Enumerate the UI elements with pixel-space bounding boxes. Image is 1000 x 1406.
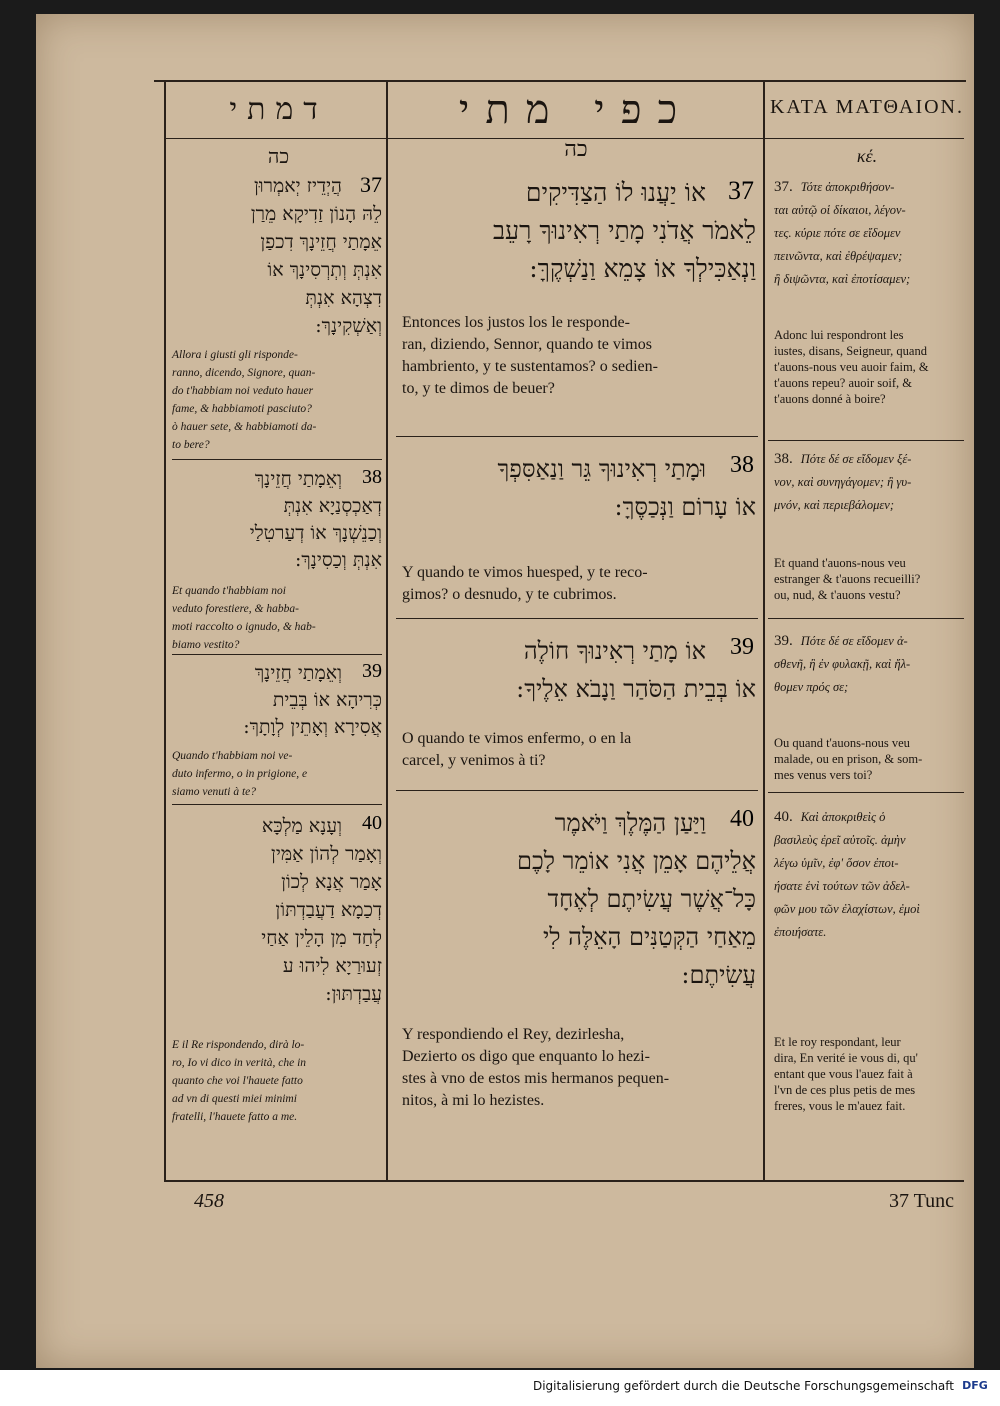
separator — [172, 804, 382, 805]
header-right: ΚΑΤΑ ΜΑΤΘΑΙΟΝ. — [769, 96, 964, 118]
line: אָמַר אֲנָא לְכוֹן — [281, 871, 382, 893]
aramaic-text — [172, 200, 382, 340]
line: quanto che voi l'hauete fatto — [172, 1075, 303, 1087]
line: Y quando te vimos huesped, y te reco- — [402, 564, 648, 581]
line: Dezierto os digo que enquanto lo hezi- — [402, 1048, 650, 1065]
line: Quando t'habbiam noi ve- — [172, 750, 293, 762]
aramaic-text — [172, 660, 382, 741]
spanish-text — [396, 312, 756, 400]
separator — [768, 440, 964, 441]
right-verse-37 — [774, 176, 966, 407]
line: l'vn de ces plus petis de mes — [774, 1083, 916, 1097]
line: veduto forestiere, & habba- — [172, 603, 299, 615]
separator — [172, 459, 382, 460]
line: σθενῆ, ἢ ἐν φυλακῇ, καὶ ἤλ- — [774, 657, 911, 671]
line: biamo vestito? — [172, 639, 240, 651]
line: אוֹ מָתַי רְאִינוּךָ חוֹלֶה — [523, 637, 706, 665]
header-left: דמתי — [229, 92, 328, 127]
line — [774, 448, 966, 471]
line: אֲסִירָא וְאָתֵין לְוָתָךְ: — [243, 716, 382, 738]
verse-number: 38 — [362, 466, 382, 488]
line: אִנְתְּ וְכַסִינָךְ: — [294, 549, 382, 571]
french-text — [774, 735, 966, 783]
verse-number: 38. — [774, 451, 793, 467]
line: ò hauer sete, & habbiamoti da- — [172, 421, 317, 433]
line: Ou quand t'auons-nous veu — [774, 736, 910, 750]
verse-number: 39 — [362, 660, 382, 682]
line: Adonc lui respondront les — [774, 328, 904, 342]
greek-text — [774, 806, 966, 944]
line: to, y te dimos de beuer? — [402, 380, 555, 397]
middle-verse-38 — [396, 450, 756, 606]
line-text: Πότε δέ σε εἴδομεν ἀ- — [800, 634, 908, 648]
line: hambriento, y te sustentamos? o sedien- — [402, 358, 658, 375]
line: Y respondiendo el Rey, dezirlesha, — [402, 1026, 625, 1043]
line: O quando te vimos enfermo, o en la — [402, 730, 632, 747]
line: וְאֵמָתַי חֲזֵינָךְ — [254, 468, 342, 490]
separator — [768, 792, 964, 793]
line: nitos, à mi lo hezistes. — [402, 1092, 545, 1109]
hebrew-text — [396, 174, 756, 288]
line: ἐποιήσατε. — [774, 925, 827, 939]
line: וְאָמַר לְהוֹן אַמִּין — [271, 843, 382, 865]
line: וְעָנָא מַלְכָּא — [261, 815, 342, 837]
separator — [396, 436, 758, 437]
chapter-middle: כה — [564, 137, 588, 162]
frame-bottom-rule — [164, 1180, 964, 1182]
french-text — [774, 327, 966, 407]
line: Allora i giusti gli risponde- — [172, 349, 298, 361]
digitization-notice: Digitalisierung gefördert durch die Deutsche Forschungsgemeinschaft — [532, 1379, 954, 1393]
line: דְכַמָא דַעֲבַדְתּוֹן — [275, 899, 382, 921]
line: νον, καὶ συνηγάγομεν; ἢ γυ- — [774, 475, 912, 489]
line: ran, diziendo, Sennor, quando te vimos — [402, 336, 652, 353]
verse-number: 40 — [730, 806, 754, 832]
line: עֲבַדְתּוּן: — [325, 983, 382, 1005]
frame-divider-2 — [763, 82, 765, 1182]
line: וַנְאַכִּילְךָ אוֹ צָמֵא וַנַשְׁקֶךָּ: — [529, 254, 756, 283]
middle-verse-37 — [396, 174, 756, 400]
verse-number: 37 — [728, 176, 754, 205]
aramaic-text — [172, 172, 382, 200]
line: אוֹ יַעֲנוּ לוֹ הַצַדִּיקִים — [525, 178, 706, 207]
page-number: 458 — [194, 1190, 224, 1212]
greek-text — [774, 176, 966, 291]
chapter-left: כה — [267, 144, 290, 168]
line — [774, 806, 966, 829]
line: Et quand t'auons-nous veu — [774, 556, 906, 570]
separator — [396, 618, 758, 619]
line: אֲלֵיהֶם אָמֵן אֲנִי אוֹמֵר לָכֶם — [517, 847, 756, 875]
line: stes à vno de estos mis hermanos pequen- — [402, 1070, 670, 1087]
verse-number: 39 — [730, 634, 754, 660]
line: זְעוּרַיָא לִיהוּ ע — [282, 955, 382, 977]
line: מֵאַחַי הַקְּטַנִּים הָאֵלֶּה לִי — [543, 923, 756, 951]
line: וְאַשְׁקִינָךְ: — [315, 315, 382, 337]
line: Entonces los justos los le responde- — [402, 314, 630, 331]
hebrew-text — [396, 632, 756, 708]
line: אוֹ בְּבֵית הַסֹּהַר וַנָבֹא אֵלֶיךָ: — [516, 675, 756, 703]
line: to bere? — [172, 439, 210, 451]
separator — [768, 618, 964, 619]
frame-divider-1 — [386, 82, 388, 1182]
french-text — [774, 555, 966, 603]
line: אִנְתְּ וְתְרְסִינָךְ אוֹ — [267, 259, 382, 281]
left-verse-37 — [172, 172, 382, 454]
line: λέγω ὑμῖν, ἐφ' ὅσον ἐποι- — [774, 856, 899, 870]
line-text: Καὶ ἀποκριθεὶς ὁ — [800, 810, 886, 824]
right-verse-40 — [774, 806, 966, 1114]
line: iustes, disans, Seigneur, quand — [774, 344, 927, 358]
frame-left-rule — [164, 82, 166, 1182]
line: כְּרִיהָא אוֹ בְּבֵית — [272, 689, 382, 711]
french-text — [774, 1034, 966, 1114]
line: Et quando t'habbiam noi — [172, 585, 286, 597]
line: freres, vous le m'auez fait. — [774, 1099, 906, 1113]
line: וְכַנֵשְׁנָךְ אוֹ דְעַרטִלַי — [249, 522, 382, 544]
line: βασιλεὺς ἐρεῖ αὐτοῖς. ἀμὴν — [774, 833, 906, 847]
book-page — [36, 14, 974, 1368]
line: t'auons-nous veu auoir faim, & — [774, 360, 929, 374]
line: ro, Io vi dico in verità, che in — [172, 1057, 307, 1069]
line: gimos? o desnudo, y te cubrimos. — [402, 586, 617, 603]
line: duto infermo, o in prigione, e — [172, 768, 308, 780]
verse-number: 40 — [362, 812, 382, 834]
line-text: Πότε δέ σε εἴδομεν ξέ- — [800, 452, 912, 466]
line: τες. κύριε πότε σε εἴδομεν — [774, 226, 901, 240]
line: πεινῶντα, καὶ ἐθρέψαμεν; — [774, 249, 903, 263]
line: θομεν πρός σε; — [774, 680, 849, 694]
italian-text — [172, 1036, 382, 1126]
line: do t'habbiam noi veduto hauer — [172, 385, 314, 397]
verse-number: 38 — [730, 452, 754, 478]
line: ou, nud, & t'auons vestu? — [774, 588, 901, 602]
line: אֵמָתַי חֲזֵינָךְ דִכפַן — [260, 231, 382, 253]
line: לֵאמֹר אֲדֹנִי מָתַי רְאִינוּךָ רָעֵב — [492, 216, 756, 245]
italian-text — [172, 747, 382, 801]
verse-number: 39. — [774, 633, 793, 649]
line: estranger & t'auons recueilli? — [774, 572, 921, 586]
chapter-right: κέ. — [856, 146, 878, 166]
line: ranno, dicendo, Signore, quan- — [172, 367, 316, 379]
left-verse-40 — [172, 812, 382, 1126]
greek-text — [774, 448, 966, 517]
verse-number: 37. — [774, 179, 793, 195]
hebrew-text — [396, 450, 756, 526]
spanish-text — [396, 728, 756, 772]
line: דְאַכְסְנַיָא אִנְתְּ — [283, 495, 382, 517]
line: לְחַד מִן הָלֵין אַחַי — [261, 927, 382, 949]
line: כָּל־אֲשֶׁר עֲשִׂיתֶם לְאֶחָד — [547, 885, 756, 913]
line: t'auons repeu? auoir soif, & — [774, 376, 912, 390]
spanish-text — [396, 1024, 756, 1112]
line: ται αὐτῷ οἱ δίκαιοι, λέγον- — [774, 203, 906, 217]
line: ad vn di questi miei minimi — [172, 1093, 297, 1105]
separator — [172, 654, 382, 655]
frame-top-rule — [154, 80, 966, 82]
line: וְאֵמָתַי חֲזֵינָךְ — [254, 662, 342, 684]
right-verse-38 — [774, 448, 966, 603]
right-verse-39 — [774, 630, 966, 783]
line: ἢ διψῶντα, καὶ ἐποτίσαμεν; — [774, 272, 911, 286]
line: μνόν, καὶ περιεβάλομεν; — [774, 498, 894, 512]
separator — [396, 790, 758, 791]
line: אוֹ עָרוֹם וַנְּכַסֶּךָּ: — [614, 493, 756, 521]
left-verse-38 — [172, 466, 382, 654]
line: עֲשִׂיתֶם: — [681, 961, 756, 989]
line: וַיַּעַן הַמֶּלֶךְ וַיֹּאמֶר — [554, 809, 706, 837]
line: ήσατε ἑνὶ τούτων τῶν ἀδελ- — [774, 879, 910, 893]
verse-number: 37 — [360, 172, 382, 197]
aramaic-text — [172, 466, 382, 574]
middle-verse-40 — [396, 804, 756, 1112]
line: fame, & habbiamoti pasciuto? — [172, 403, 312, 415]
line-text: Τότε ἀποκριθήσον- — [800, 180, 895, 194]
line: carcel, y venimos à ti? — [402, 752, 546, 769]
line: t'auons donné à boire? — [774, 392, 886, 406]
line: לֵהּ הָנוֹן זַדִיקָא מֵרַן — [250, 203, 382, 225]
line: וּמָתַי רְאִינוּךָ גֵּר וַנַאַסִּפְךָ — [497, 455, 706, 483]
line — [774, 176, 966, 199]
line: entant que vous l'auez fait à — [774, 1067, 913, 1081]
header-middle: כפי מתי — [458, 87, 694, 133]
spanish-text — [396, 562, 756, 606]
line: Et le roy respondant, leur — [774, 1035, 901, 1049]
aramaic-text — [172, 812, 382, 1008]
line: malade, ou en prison, & som- — [774, 752, 923, 766]
line: dira, En verité ie vous di, qu' — [774, 1051, 918, 1065]
greek-text — [774, 630, 966, 699]
hebrew-text — [396, 804, 756, 994]
line: E il Re rispondendo, dirà lo- — [172, 1039, 305, 1051]
middle-verse-39 — [396, 632, 756, 772]
line: דִצְהָא אִנְתְּ — [305, 287, 382, 309]
line: siamo venuti à te? — [172, 786, 256, 798]
line: moti raccolto o ignudo, & hab- — [172, 621, 316, 633]
left-verse-39 — [172, 660, 382, 801]
italian-text — [172, 582, 382, 654]
line: φῶν μου τῶν ἐλαχίστων, ἐμοὶ — [774, 902, 920, 916]
line: הֲיְדֵיז יְאמְרוּן — [253, 175, 342, 197]
line: fratelli, l'hauete fatto a me. — [172, 1111, 298, 1123]
verse-number: 40. — [774, 809, 793, 825]
catchword: 37 Tunc — [888, 1190, 954, 1212]
line: mes venus vers toi? — [774, 768, 873, 782]
italian-text — [172, 346, 382, 454]
line — [774, 630, 966, 653]
dfg-logo: DFG — [962, 1379, 988, 1392]
